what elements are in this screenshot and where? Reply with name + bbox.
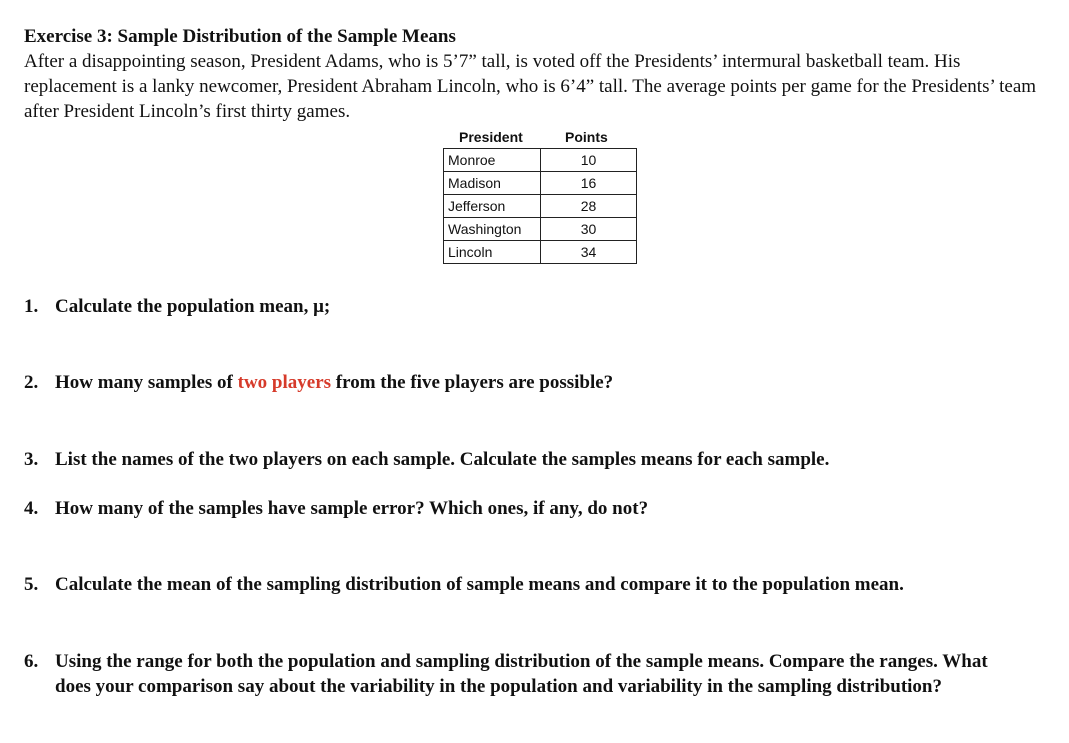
question-number: 3. (24, 449, 39, 470)
points-cell: 34 (541, 241, 637, 264)
question-number: 2. (24, 372, 39, 393)
president-cell: Lincoln (444, 241, 541, 264)
table-header (443, 128, 643, 148)
question-text: Using the range for both the population and sampling distribution of the sample means. Compare the ranges. What does your comparison say about the variability in the population and variability in the sampling distribution? (55, 651, 988, 697)
table-row (444, 195, 637, 218)
president-cell: Madison (444, 172, 541, 195)
table-row (444, 218, 637, 241)
points-cell: 10 (541, 149, 637, 172)
table-row (444, 241, 637, 264)
question-3 (24, 447, 829, 472)
question-highlight: two players (237, 372, 332, 393)
exercise-header (24, 24, 1044, 124)
question-number: 5. (24, 574, 39, 595)
question-text-post: from the five players are possible? (331, 372, 614, 393)
question-number: 1. (24, 296, 39, 317)
table-row (444, 172, 637, 195)
president-cell: Washington (444, 218, 541, 241)
question-5 (24, 572, 904, 597)
exercise-title: Exercise 3: Sample Distribution of the Sample Means (24, 26, 456, 47)
question-4 (24, 496, 648, 521)
question-text: Calculate the mean of the sampling distribution of sample means and compare it to the population mean. (55, 574, 904, 595)
question-number: 6. (24, 651, 39, 672)
president-cell: Monroe (444, 149, 541, 172)
president-cell: Jefferson (444, 195, 541, 218)
points-table (443, 128, 643, 264)
question-1 (24, 294, 330, 319)
column-header-points: Points (565, 129, 608, 145)
question-2 (24, 370, 613, 395)
question-number: 4. (24, 498, 39, 519)
question-text-pre: How many samples of (55, 372, 238, 393)
points-cell: 28 (541, 195, 637, 218)
table-row (444, 149, 637, 172)
column-header-president: President (459, 129, 523, 145)
question-6 (24, 649, 1015, 699)
question-text: Calculate the population mean, μ; (55, 296, 331, 317)
question-text: How many of the samples have sample error? Which ones, if any, do not? (55, 498, 649, 519)
question-text: List the names of the two players on each sample. Calculate the samples means for each sample. (55, 449, 830, 470)
table-body (443, 148, 637, 264)
points-cell: 16 (541, 172, 637, 195)
points-cell: 30 (541, 218, 637, 241)
exercise-intro: After a disappointing season, President Adams, who is 5’7” tall, is voted off the Presidents’ intermural basketball team. His replacement is a lanky newcomer, President Abraham Lincoln, who is 6’4” tall. The average points per game for the Presidents’ team after President Lincoln’s first thirty games. (24, 51, 1037, 122)
